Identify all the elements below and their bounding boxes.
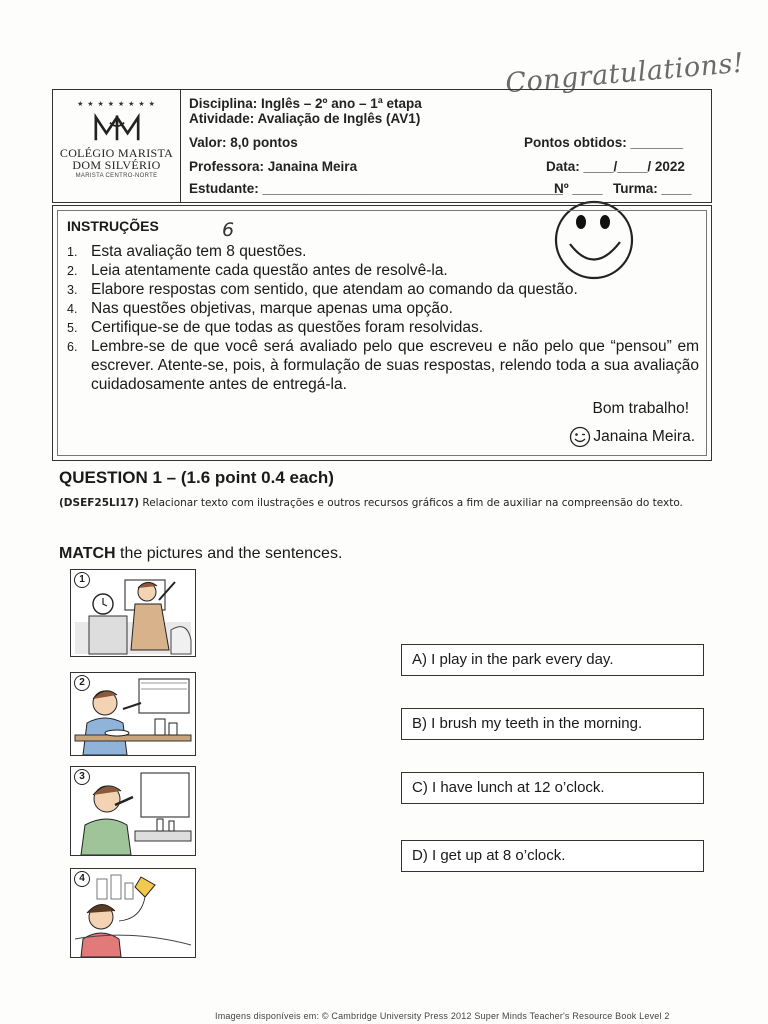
closing-text: Bom trabalho! xyxy=(592,400,689,417)
signature-name: Janaina Meira. xyxy=(593,428,695,445)
sentence-option-c[interactable]: C) I have lunch at 12 o’clock. xyxy=(401,772,704,804)
picture-1-get-up xyxy=(70,569,196,657)
student-field[interactable]: Estudante: ________________________________________ xyxy=(189,181,563,196)
class-field[interactable]: Turma: ____ xyxy=(613,181,692,196)
wink-smiley-icon xyxy=(569,426,591,448)
sentence-option-d[interactable]: D) I get up at 8 o’clock. xyxy=(401,840,704,872)
activity-label: Atividade: Avaliação de Inglês (AV1) xyxy=(189,111,421,126)
school-name-line1: COLÉGIO MARISTA xyxy=(59,146,174,160)
skill-code: (DSEF25LI17) xyxy=(59,497,140,509)
instruction-number: 2. xyxy=(67,264,78,278)
girl-playing-park-illustration xyxy=(71,869,195,957)
picture-number: 2 xyxy=(74,675,90,691)
question1-skill xyxy=(59,494,704,513)
school-logo xyxy=(53,90,181,202)
instruction-item xyxy=(67,242,699,261)
boy-waking-up-illustration xyxy=(71,570,195,656)
picture-number: 4 xyxy=(74,871,90,887)
instruction-item xyxy=(67,337,699,394)
instruction-number: 1. xyxy=(67,245,78,259)
instruction-number: 4. xyxy=(67,302,78,316)
picture-4-park xyxy=(70,868,196,958)
match-rest: the pictures and the sentences. xyxy=(120,545,343,562)
school-subtitle: MARISTA CENTRO-NORTE xyxy=(75,173,158,179)
number-field[interactable]: Nº ____ xyxy=(554,181,603,196)
instruction-text: Certifique-se de que todas as questões foram resolvidas. xyxy=(91,319,484,336)
picture-2-lunch xyxy=(70,672,196,756)
instructions-title: INSTRUÇÕES xyxy=(67,218,159,234)
marist-monogram-icon xyxy=(87,112,147,142)
instruction-item xyxy=(67,318,699,337)
handwritten-congratulations: Congratulations! xyxy=(504,47,746,100)
header-box xyxy=(52,89,712,203)
match-word: MATCH xyxy=(59,545,116,562)
points-field[interactable]: Pontos obtidos: _______ xyxy=(524,135,684,150)
instruction-number: 5. xyxy=(67,321,78,335)
logo-stars-icon: ★ ★ ★ ★ ★ ★ ★ ★ xyxy=(77,101,156,108)
instruction-text: Leia atentamente cada questão antes de resolvê-la. xyxy=(91,262,448,279)
picture-3-brush-teeth xyxy=(70,766,196,856)
picture-number: 3 xyxy=(74,769,90,785)
skill-text: Relacionar texto com ilustrações e outros recursos gráficos a fim de auxiliar na compreensão do texto. xyxy=(142,497,683,509)
boy-brushing-teeth-illustration xyxy=(71,767,195,855)
instructions-list xyxy=(67,242,699,394)
instruction-item xyxy=(67,280,699,299)
instruction-text: Lembre-se de que você será avaliado pelo que escreveu e não pelo que “pensou” em escrever. Atente-se, pois, à formulação de suas respostas, relendo toda a sua avaliação cuidadosamente antes de entregá-la. xyxy=(91,338,699,393)
sentence-option-b[interactable]: B) I brush my teeth in the morning. xyxy=(401,708,704,740)
handwritten-correction: 6 xyxy=(222,219,235,241)
picture-number: 1 xyxy=(74,572,90,588)
sentence-option-a[interactable]: A) I play in the park every day. xyxy=(401,644,704,676)
instruction-number: 3. xyxy=(67,283,78,297)
teacher-signature xyxy=(569,426,695,448)
instruction-item xyxy=(67,299,699,318)
value-label: Valor: 8,0 pontos xyxy=(189,135,298,150)
instruction-number: 6. xyxy=(67,340,78,354)
instruction-text: Nas questões objetivas, marque apenas uma opção. xyxy=(91,300,453,317)
match-instruction xyxy=(59,545,342,563)
instruction-text: Esta avaliação tem 8 questões. xyxy=(91,243,307,260)
instructions-box xyxy=(52,205,712,461)
discipline-label: Disciplina: Inglês – 2º ano – 1ª etapa xyxy=(189,96,422,111)
image-credits-footer: Imagens disponíveis em: © Cambridge University Press 2012 Super Minds Teacher's Resource Book Level 2 xyxy=(215,1011,670,1021)
date-field[interactable]: Data: ____/____/ 2022 xyxy=(546,159,685,174)
teacher-label: Professora: Janaina Meira xyxy=(189,159,358,174)
instruction-item xyxy=(67,261,699,280)
school-name-line2: DOM SILVÉRIO xyxy=(72,158,161,172)
question1-title: QUESTION 1 – (1.6 point 0.4 each) xyxy=(59,468,334,487)
instruction-text: Elabore respostas com sentido, que atendam ao comando da questão. xyxy=(91,281,578,298)
